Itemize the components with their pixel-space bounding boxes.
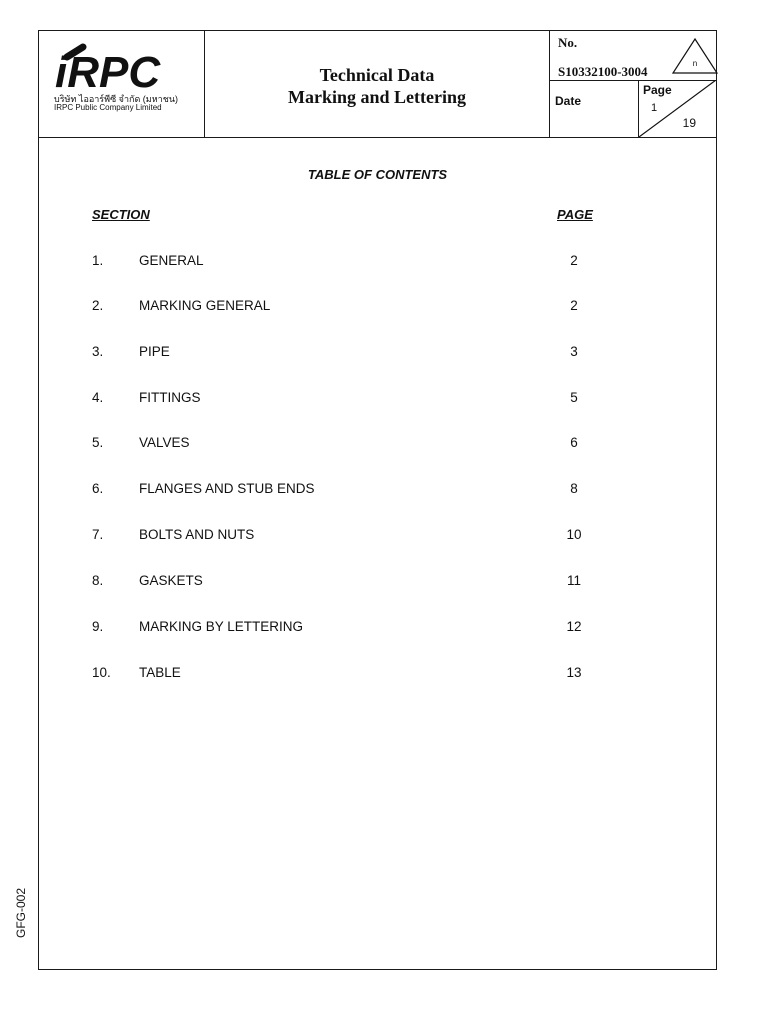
toc-entry-number: 4. [92,390,104,405]
document-number: S10332100-3004 [558,64,648,79]
toc-entry-label: MARKING BY LETTERING [139,619,304,634]
title-cell [205,31,550,137]
revision-triangle-icon [670,37,720,75]
page-total: 19 [682,116,696,130]
form-code: GFG-002 [14,887,28,938]
toc-entry-label: TABLE [139,665,181,680]
toc-entry-page: 6 [570,435,578,450]
toc-entry [39,344,716,362]
toc-entry [39,253,716,271]
toc-title: TABLE OF CONTENTS [307,167,448,182]
toc-entry [39,665,716,683]
toc-entry [39,481,716,499]
toc-entry [39,435,716,453]
toc-entry [39,619,716,637]
toc-entry-page: 5 [570,390,578,405]
toc-entry-label: MARKING GENERAL [139,298,271,313]
toc-entry-number: 10. [92,665,111,680]
toc-entry [39,390,716,408]
toc-entry-page: 11 [566,573,581,588]
toc-entry-number: 5. [92,435,104,450]
document-title-line2: Marking and Lettering [288,87,466,107]
toc-entry-label: FLANGES AND STUB ENDS [139,481,315,496]
toc-entry-label: BOLTS AND NUTS [139,527,255,542]
page-label: Page [643,83,672,97]
toc-entry-page: 2 [570,298,578,313]
section-column-header: SECTION [92,207,150,222]
toc-entry-label: GENERAL [139,253,204,268]
toc-entry [39,298,716,316]
toc-entry-number: 3. [92,344,104,359]
toc-entry-page: 10 [566,527,582,542]
toc-entry-label: GASKETS [139,573,203,588]
document-number-cell [550,31,716,81]
toc-entry-number: 6. [92,481,104,496]
toc-entry-number: 9. [92,619,104,634]
document-title-line1: Technical Data [319,65,435,85]
meta-cell [550,31,716,137]
irpc-logo [53,43,189,93]
document-header [39,31,716,138]
toc-entry-number: 2. [92,298,104,313]
svg-text:iRPC: iRPC [55,48,161,93]
company-name-thai: บริษัท ไออาร์พีซี จำกัด (มหาชน) [54,94,178,104]
toc-entry-page: 13 [566,665,582,680]
toc-entry-label: VALVES [139,435,190,450]
toc-entry-page: 8 [570,481,578,496]
toc-entry-label: PIPE [139,344,170,359]
toc-entry-number: 8. [92,573,104,588]
page-current: 1 [651,102,658,114]
toc-entry-page: 2 [570,253,578,268]
toc-entry [39,527,716,545]
toc-entry-page: 12 [566,619,582,634]
toc-entry-number: 7. [92,527,104,542]
toc-entry-label: FITTINGS [139,390,201,405]
page-box [638,80,716,137]
date-label: Date [555,94,582,108]
no-label: No. [558,35,578,50]
logo-cell [39,31,205,137]
toc-entry [39,573,716,591]
page-column-header: PAGE [557,207,593,222]
company-name-english: IRPC Public Company Limited [54,103,162,112]
toc-entry-number: 1. [92,253,104,268]
toc-entry-page: 3 [570,344,578,359]
svg-text:n: n [692,59,698,68]
document-frame [38,30,717,970]
